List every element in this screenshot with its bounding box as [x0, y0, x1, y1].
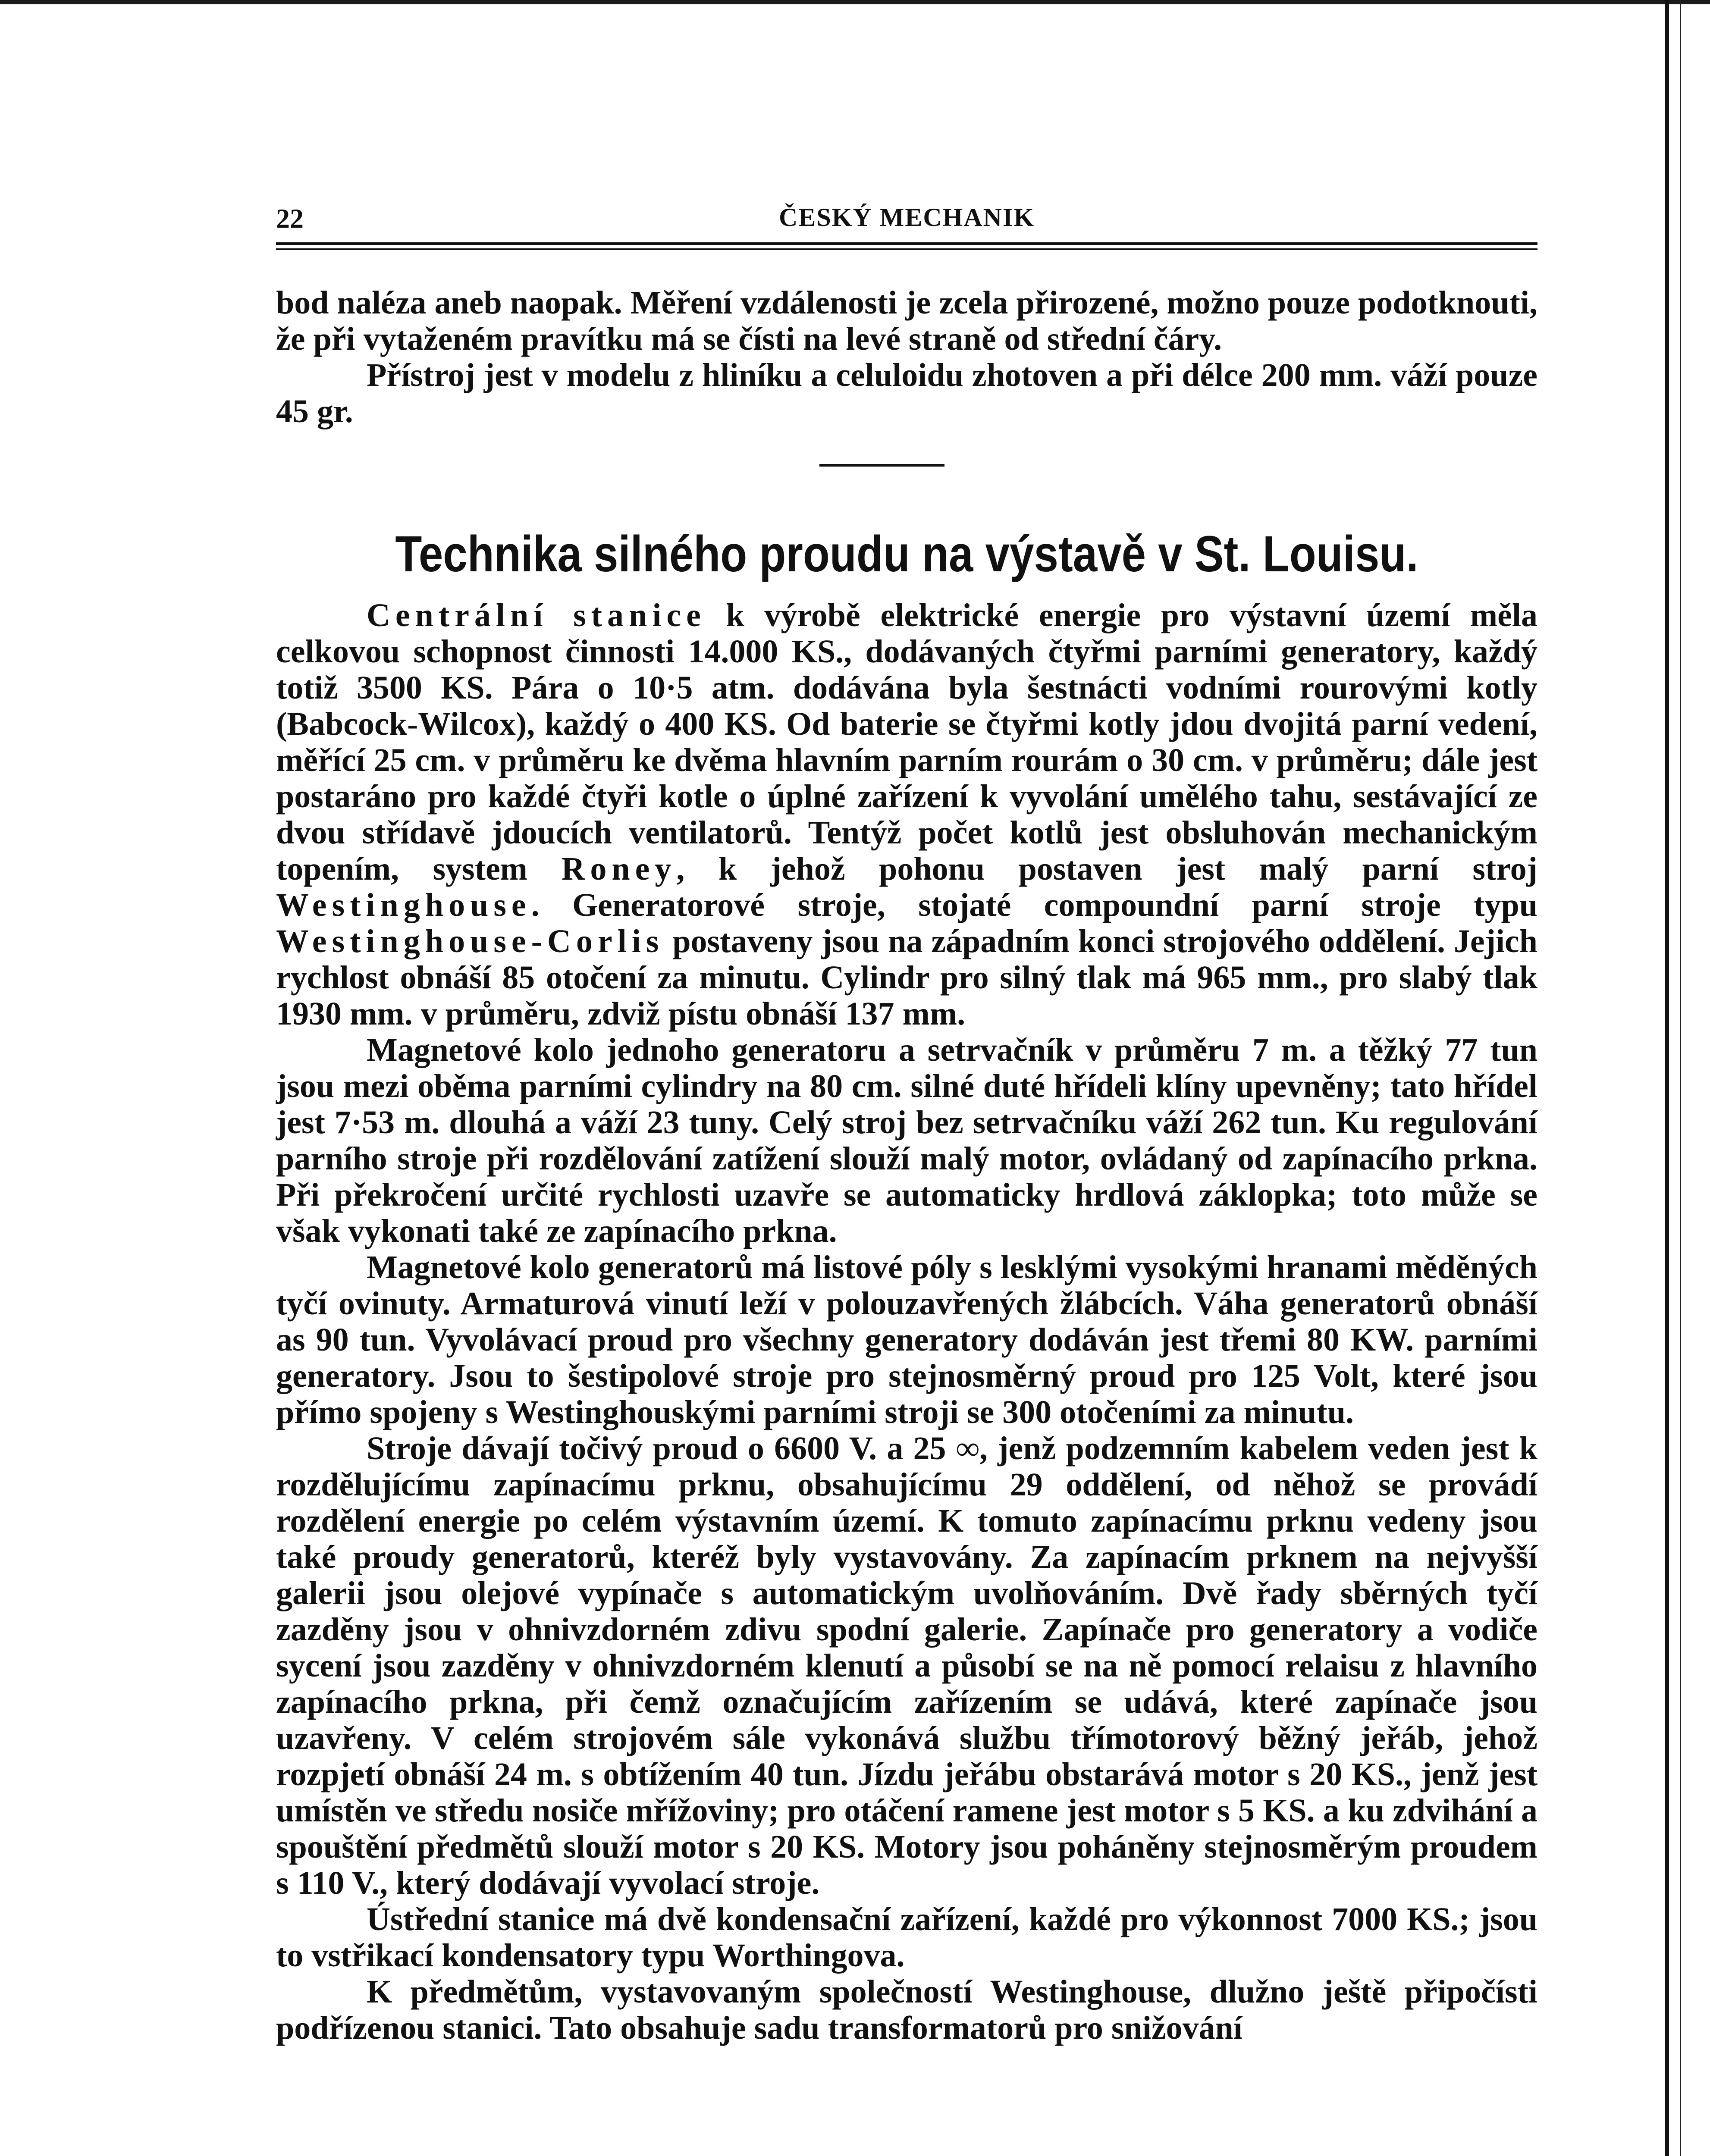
article-paragraph-3: Magnetové kolo generatorů má listové póly s lesklými vysokými hranami měděných tyčí ovinuty. Armaturová vinutí leží v polouzavřených žlábcích. Váha generatorů obnáší as 90 tun. Vyvolávací proud pro všechny generatory dodáván jest třemi 80 KW. parními generatory. Jsou to šestipolové stroje pro stejnosměrný proud pro 125 Volt, které jsou přímo spojeny s Westinghouskými parními stroji se 300 otočeními za minutu. — [276, 1249, 1537, 1430]
scan-edge-right-thin — [1680, 0, 1681, 2156]
article-paragraph-2: Magnetové kolo jednoho generatoru a setrvačník v průměru 7 m. a těžký 77 tun jsou mezi oběma parními cylindry na 80 cm. silné duté hřídeli klíny upevněny; tato hřídel jest 7·53 m. dlouhá a váží 23 tuny. Celý stroj bez setrvačníku váží 262 tun. Ku regulování parního stroje při rozdělování zatížení slouží malý motor, ovládaný od zapínacího prkna. Při překročení určité rychlosti uzavře se automaticky hrdlová záklopka; toto může se však vykonati také ze zapínacího prkna. — [276, 1032, 1537, 1249]
intro-paragraph-2: Přístroj jest v modelu z hliníku a celuloidu zhotoven a při délce 200 mm. váží pouze 45 gr. — [276, 357, 1537, 429]
paragraph-1-text-d: postaveny jsou na západním konci strojového oddělení. Jejich rychlost obnáší 85 otočení za minutu. Cylindr pro silný tlak má 965 mm., pro slabý tlak 1930 mm. v průměru, zdviž pístu obnáší 137 mm. — [276, 923, 1537, 1032]
westinghouse-corlis-term: Westinghouse-Corlis — [276, 923, 664, 959]
intro-section — [276, 285, 1537, 429]
paragraph-1-text-c: . Generatorové stroje, stojaté compoundní parní stroje typu — [531, 887, 1537, 923]
paragraph-1-text-a: k výrobě elektrické energie pro výstavní území měla celkovou schopnost činnosti 14.000 KS., dodávaných čtyřmi parními generatory, každý totiž 3500 KS. Pára o 10·5 atm. dodávána byla šestnácti vodními rourovými kotly (Babcock-Wilcox), každý o 400 KS. Od baterie se čtyřmi kotly jdou dvojitá parní vedení, měřící 25 cm. v průměru ke dvěma hlavním parním rourám o 30 cm. v průměru; dále jest postaráno pro každé čtyři kotle o úplné zařízení k vyvolání umělého tahu, sestávající ze dvou střídavě jdoucích ventilatorů. Tentýž počet kotlů jest obsluhován mechanickým topením, system — [276, 597, 1538, 887]
page-header — [276, 203, 1537, 241]
paragraph-1-text-b: , k jehož pohonu postaven jest malý parní stroj — [676, 851, 1537, 887]
header-rule — [276, 242, 1537, 250]
lead-phrase: Centrální stanice — [367, 597, 706, 633]
article-body — [276, 597, 1537, 2046]
roney-term: Roney — [561, 851, 677, 887]
intro-paragraph-1: bod naléza aneb naopak. Měření vzdálenosti je zcela přirozené, možno pouze podotknouti, že při vytaženém pravítku má se čísti na levé straně od střední čáry. — [276, 285, 1537, 357]
westinghouse-term: Westinghouse — [276, 887, 531, 923]
article-title: Technika silného proudu na výstavě v St. Louisu. — [395, 526, 1418, 583]
running-head: ČESKÝ MECHANIK — [778, 203, 1035, 232]
section-divider — [819, 464, 944, 467]
article-paragraph-5: Ústřední stanice má dvě kondensační zařízení, každé pro výkonnost 7000 KS.; jsou to vstřikací kondensatory typu Worthingova. — [276, 1901, 1537, 1974]
scan-edge-right — [1665, 0, 1669, 2156]
page-number: 22 — [276, 203, 304, 234]
article-paragraph-6: K předmětům, vystavovaným společností Westinghouse, dlužno ještě připočísti podřízenou stanici. Tato obsahuje sadu transformatorů pro snižování — [276, 1974, 1537, 2046]
article-paragraph-4: Stroje dávají točivý proud o 6600 V. a 25 ∞, jenž podzemním kabelem veden jest k rozdělujícímu zapínacímu prknu, obsahujícímu 29 oddělení, od něhož se provádí rozdělení energie po celém výstavním území. K tomuto zapínacímu prknu vedeny jsou také proudy generatorů, kteréž byly vystavovány. Za zapínacím prknem na nejvyšší galerii jsou olejové vypínače s automatickým uvolňováním. Dvě řady sběrných tyčí zazděny jsou v ohnivzdorném zdivu spodní galerie. Zapínače pro generatory a vodiče sycení jsou zazděny v ohnivzdorném klenutí a působí se na ně pomocí relaisu z hlavního zapínacího prkna, při čemž označujícím zařízením se udává, které zapínače jsou uzavřeny. V celém strojovém sále vykonává službu třímotorový běžný jeřáb, jehož rozpjetí obnáší 24 m. s obtížením 40 tun. Jízdu jeřábu obstarává motor s 20 KS., jenž jest umístěn ve středu nosiče mřížoviny; pro otáčení ramene jest motor s 5 KS. a ku zdvihání a spouštění předmětů slouží motor s 20 KS. Motory jsou poháněny stejnosměrým proudem s 110 V., který dodávají vyvolací stroje. — [276, 1430, 1537, 1901]
scan-edge-top — [0, 0, 1710, 4]
article-paragraph-1 — [276, 597, 1537, 1032]
